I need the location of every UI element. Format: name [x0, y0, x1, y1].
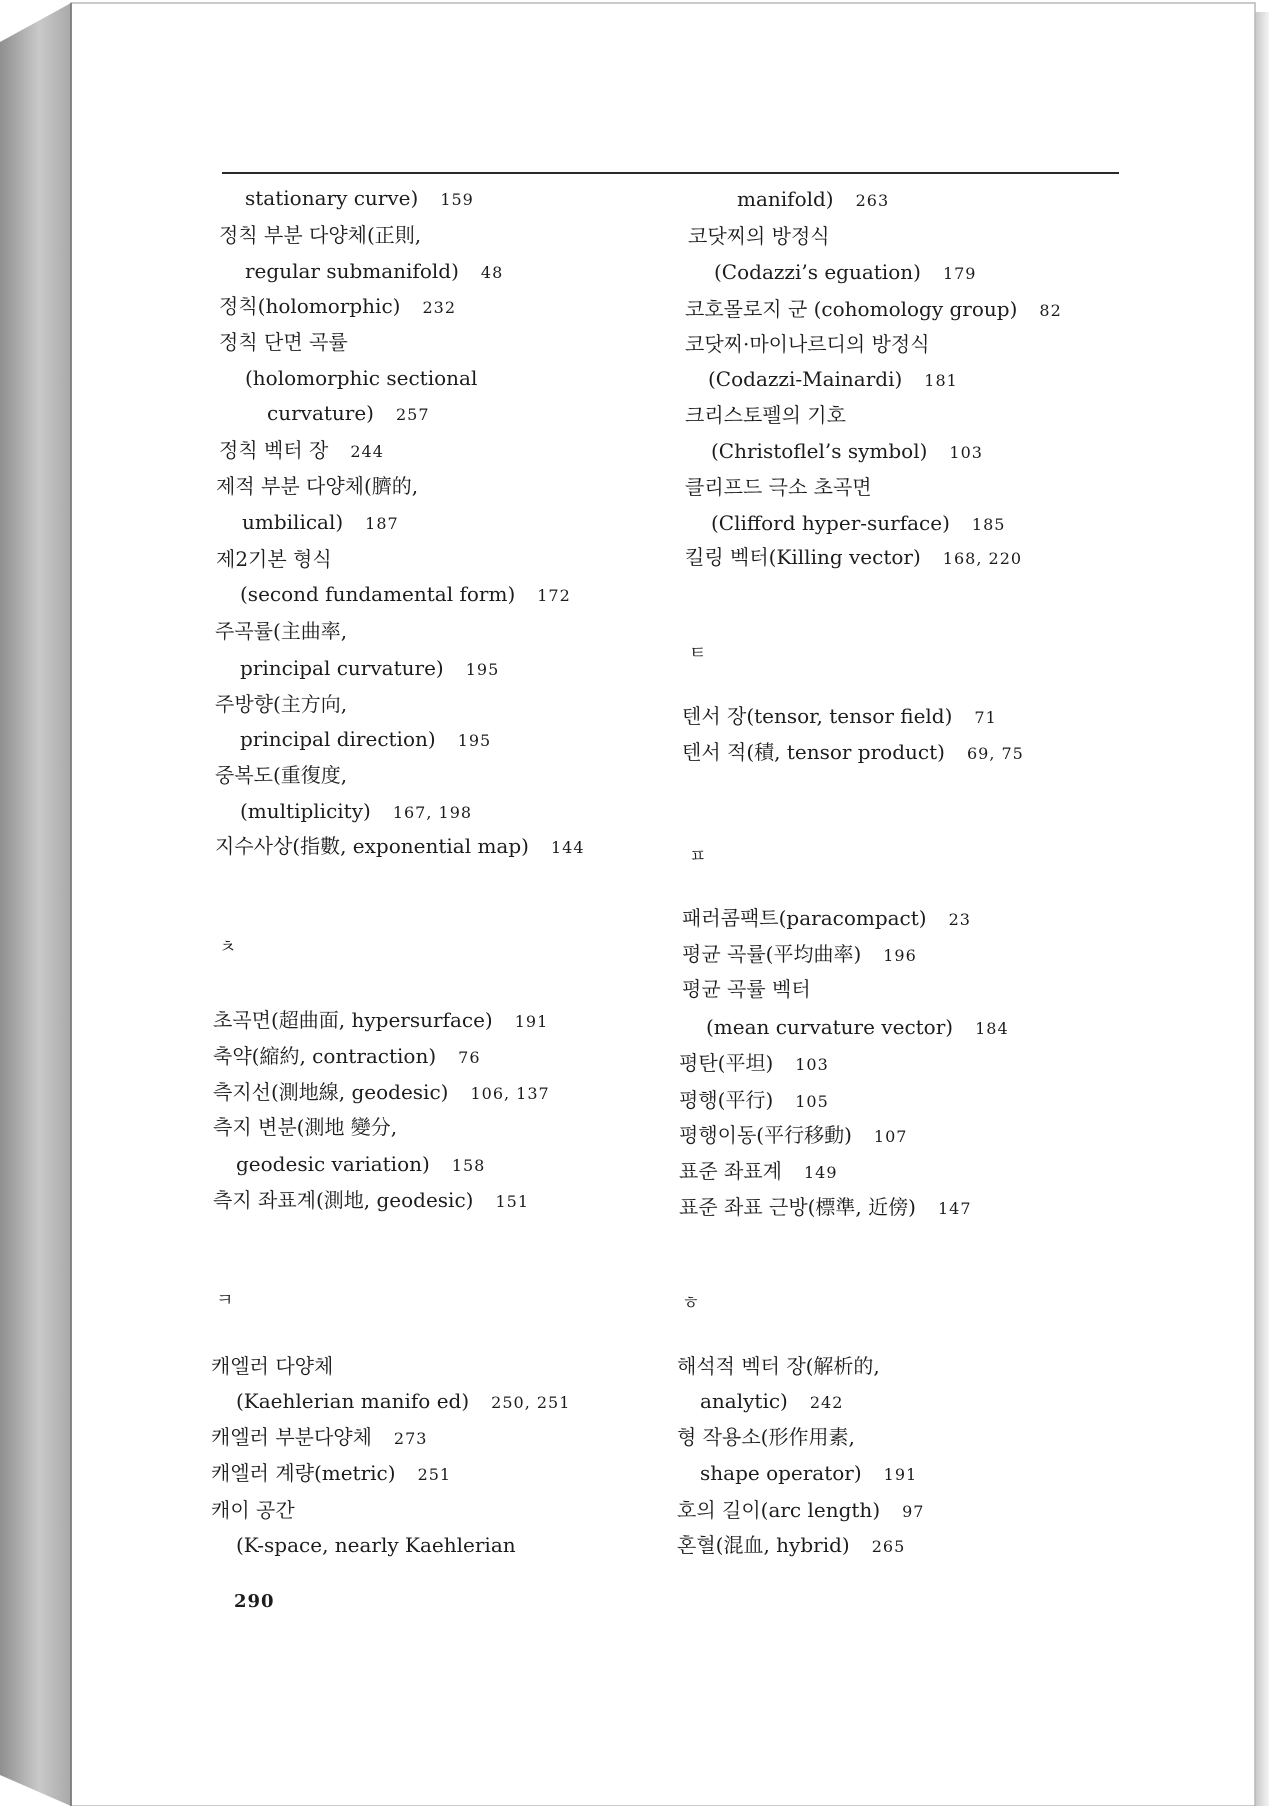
index-entry — [682, 977, 811, 1001]
index-term: 측지 좌표계(測地, geodesic) — [213, 1188, 474, 1212]
index-entry — [215, 692, 347, 716]
index-entry — [216, 474, 418, 498]
index-term: 정칙(holomorphic) — [219, 294, 401, 318]
page-reference: 265 — [871, 1537, 906, 1556]
index-entry — [685, 403, 846, 427]
page-reference: 181 — [924, 371, 958, 390]
section-heading-pieup: ㅍ — [689, 846, 707, 867]
page-reference: 195 — [465, 660, 500, 679]
index-term: (Clifford hyper-surface) — [711, 511, 950, 535]
index-entry — [213, 1008, 548, 1034]
index-entry — [236, 1533, 516, 1557]
section-heading-hieut: ㅎ — [682, 1293, 700, 1314]
page-reference: 71 — [974, 708, 997, 727]
page-reference: 242 — [809, 1393, 844, 1412]
section-heading-kieuk: ㅋ — [216, 1290, 234, 1311]
page-reference: 179 — [942, 264, 977, 283]
book-spine — [0, 3, 71, 1806]
index-term: 축약(縮約, contraction) — [213, 1044, 437, 1068]
index-term: 평균 곡률 벡터 — [682, 977, 811, 1001]
index-entry — [679, 1195, 972, 1221]
index-term: 혼혈(混血, hybrid) — [677, 1533, 850, 1557]
page-reference: 103 — [795, 1055, 829, 1074]
index-entry — [219, 294, 456, 320]
page-reference: 250, 251 — [491, 1393, 571, 1412]
page-reference: 69, 75 — [966, 744, 1024, 763]
index-entry — [677, 1354, 880, 1378]
index-term: 텐서 적(積, tensor product) — [682, 740, 945, 764]
index-term: (Kaehlerian manifo ed) — [236, 1389, 470, 1413]
index-term: 크리스토펠의 기호 — [685, 403, 846, 427]
index-term: 캐엘러 계량(metric) — [211, 1461, 396, 1485]
index-term: 측지선(測地線, geodesic) — [213, 1080, 449, 1104]
index-term: 주곡률(主曲率, — [215, 619, 348, 643]
index-entry — [219, 330, 348, 354]
index-term: principal curvature) — [240, 656, 444, 680]
index-term: 표준 좌표계 — [679, 1159, 782, 1183]
index-entry — [682, 740, 1024, 766]
index-entry — [714, 260, 976, 286]
index-term: 코호몰로지 군 (cohomology group) — [685, 297, 1018, 321]
section-heading-tieut: ㅌ — [689, 643, 707, 664]
index-entry — [215, 834, 585, 860]
header-rule — [222, 172, 1119, 174]
index-entry — [211, 1461, 451, 1487]
page-reference: 76 — [458, 1048, 481, 1067]
index-term: 제적 부분 다양체(臍的, — [216, 474, 419, 498]
index-entry — [677, 1533, 905, 1559]
index-term: 텐서 장(tensor, tensor field) — [682, 704, 953, 728]
page-reference: 251 — [417, 1465, 452, 1484]
page-reference: 151 — [495, 1192, 530, 1211]
page-reference: 191 — [883, 1465, 918, 1484]
index-term: 코닷찌·마이나르디의 방정식 — [685, 332, 930, 356]
index-entry — [245, 366, 477, 390]
index-term: (K-space, nearly Kaehlerian — [236, 1533, 516, 1557]
index-entry — [240, 727, 491, 753]
index-entry — [737, 187, 889, 213]
index-entry — [677, 1425, 855, 1449]
index-entry — [211, 1498, 295, 1522]
page-reference: 273 — [393, 1429, 428, 1448]
page-reference: 48 — [480, 263, 504, 282]
index-term: geodesic variation) — [236, 1152, 430, 1176]
index-term: stationary curve) — [245, 186, 419, 210]
index-entry — [216, 547, 332, 571]
index-entry — [213, 1080, 550, 1106]
index-term: (second fundamental form) — [240, 582, 516, 606]
index-term: 측지 변분(測地 變分, — [213, 1115, 398, 1139]
index-entry — [685, 545, 1022, 571]
index-term: (Christoflel’s symbol) — [711, 439, 928, 463]
index-entry — [682, 906, 971, 932]
page-reference: 168, 220 — [942, 549, 1023, 568]
page-reference: 263 — [855, 191, 890, 210]
index-term: 초곡면(超曲面, hypersurface) — [213, 1008, 493, 1032]
index-entry — [245, 186, 474, 212]
page-reference: 196 — [883, 946, 917, 965]
index-term: 평균 곡률(平均曲率) — [682, 942, 862, 966]
index-entry — [236, 1389, 570, 1415]
page-reference: 167, 198 — [392, 803, 473, 822]
page-reference: 172 — [537, 586, 571, 605]
index-entry — [700, 1389, 843, 1415]
index-term: 캐이 공간 — [211, 1498, 295, 1522]
index-term: analytic) — [700, 1389, 788, 1413]
index-term: 평행이동(平行移動) — [679, 1123, 852, 1147]
index-term: manifold) — [737, 187, 834, 211]
page-reference: 191 — [514, 1012, 549, 1031]
index-term: 형 작용소(形作用素, — [677, 1425, 855, 1449]
index-entry — [267, 401, 430, 427]
index-term: (multiplicity) — [240, 799, 371, 823]
index-term: 표준 좌표 근방(標準, 近傍) — [679, 1195, 916, 1219]
index-term: 정칙 벡터 장 — [219, 438, 329, 462]
index-term: principal direction) — [240, 727, 436, 751]
index-term: 클리프드 극소 초곡면 — [685, 475, 872, 499]
index-entry — [706, 1015, 1009, 1041]
index-entry — [677, 1498, 924, 1524]
index-entry — [679, 1123, 907, 1149]
index-entry — [213, 1115, 397, 1139]
index-entry — [688, 224, 830, 248]
index-term: 평탄(平坦) — [679, 1051, 774, 1075]
index-entry — [685, 297, 1062, 323]
index-term: 정칙 단면 곡률 — [219, 330, 348, 354]
page-reference: 149 — [803, 1163, 838, 1182]
page-reference: 82 — [1039, 301, 1062, 320]
index-term: umbilical) — [242, 510, 344, 534]
page-number: 290 — [234, 1591, 275, 1612]
page-reference: 105 — [795, 1092, 829, 1111]
index-entry — [213, 1044, 481, 1070]
index-term: curvature) — [267, 401, 374, 425]
index-term: (Codazzi’s eguation) — [714, 260, 921, 284]
page-reference: 144 — [550, 838, 585, 857]
index-term: 지수사상(指數, exponential map) — [215, 834, 529, 858]
index-term: 평행(平行) — [679, 1088, 774, 1112]
index-entry — [679, 1088, 829, 1114]
index-term: 캐엘러 부분다양체 — [211, 1425, 372, 1449]
index-entry — [711, 439, 983, 465]
index-entry — [682, 704, 997, 730]
index-entry — [245, 259, 503, 285]
index-entry — [711, 511, 1005, 537]
index-entry — [240, 799, 472, 825]
index-entry — [219, 223, 421, 247]
index-term: (Codazzi-Mainardi) — [708, 367, 903, 391]
index-entry — [219, 438, 384, 464]
index-entry — [242, 510, 399, 536]
page-reference: 185 — [971, 515, 1006, 534]
page-reference: 232 — [422, 298, 456, 317]
page-reference: 195 — [457, 731, 492, 750]
index-entry — [236, 1152, 485, 1178]
index-term: regular submanifold) — [245, 259, 459, 283]
page-reference: 147 — [937, 1199, 972, 1218]
page-reference: 244 — [350, 442, 384, 461]
section-heading-chieut: ㅊ — [219, 937, 237, 958]
index-entry — [679, 1051, 829, 1077]
index-entry — [240, 656, 499, 682]
index-entry — [215, 619, 347, 643]
page-reference: 107 — [873, 1127, 908, 1146]
index-term: 중복도(重復度, — [215, 763, 348, 787]
page-reference: 257 — [395, 405, 430, 424]
page-reference: 106, 137 — [470, 1084, 550, 1103]
index-entry — [700, 1461, 917, 1487]
index-term: 해석적 벡터 장(解析的, — [677, 1354, 880, 1378]
index-entry — [211, 1354, 333, 1378]
index-term: 호의 길이(arc length) — [677, 1498, 881, 1522]
index-term: 캐엘러 다양체 — [211, 1354, 334, 1378]
index-entry — [708, 367, 958, 393]
index-entry — [240, 582, 571, 608]
index-term: 정칙 부분 다양체(正則, — [219, 223, 422, 247]
page-reference: 184 — [975, 1019, 1009, 1038]
index-term: 코닷찌의 방정식 — [688, 224, 830, 248]
index-term: 킬링 벡터(Killing vector) — [685, 545, 921, 569]
index-entry — [211, 1425, 427, 1451]
page-reference: 158 — [451, 1156, 486, 1175]
page-reference: 103 — [949, 443, 983, 462]
index-term: 주방향(主方向, — [215, 692, 348, 716]
page-reference: 187 — [365, 514, 399, 533]
index-entry — [213, 1188, 529, 1214]
index-term: (mean curvature vector) — [706, 1015, 954, 1039]
index-term: shape operator) — [700, 1461, 862, 1485]
page-reference: 97 — [902, 1502, 925, 1521]
right-edge-shadow — [1254, 12, 1269, 1806]
index-entry — [679, 1159, 838, 1185]
index-entry — [682, 942, 917, 968]
index-term: (holomorphic sectional — [245, 366, 478, 390]
index-entry — [215, 763, 347, 787]
index-entry — [685, 475, 872, 499]
index-term: 패러콤팩트(paracompact) — [682, 906, 927, 930]
page-reference: 23 — [948, 910, 971, 929]
page-reference: 159 — [440, 190, 474, 209]
index-term: 제2기본 형식 — [216, 547, 332, 571]
index-entry — [685, 332, 930, 356]
